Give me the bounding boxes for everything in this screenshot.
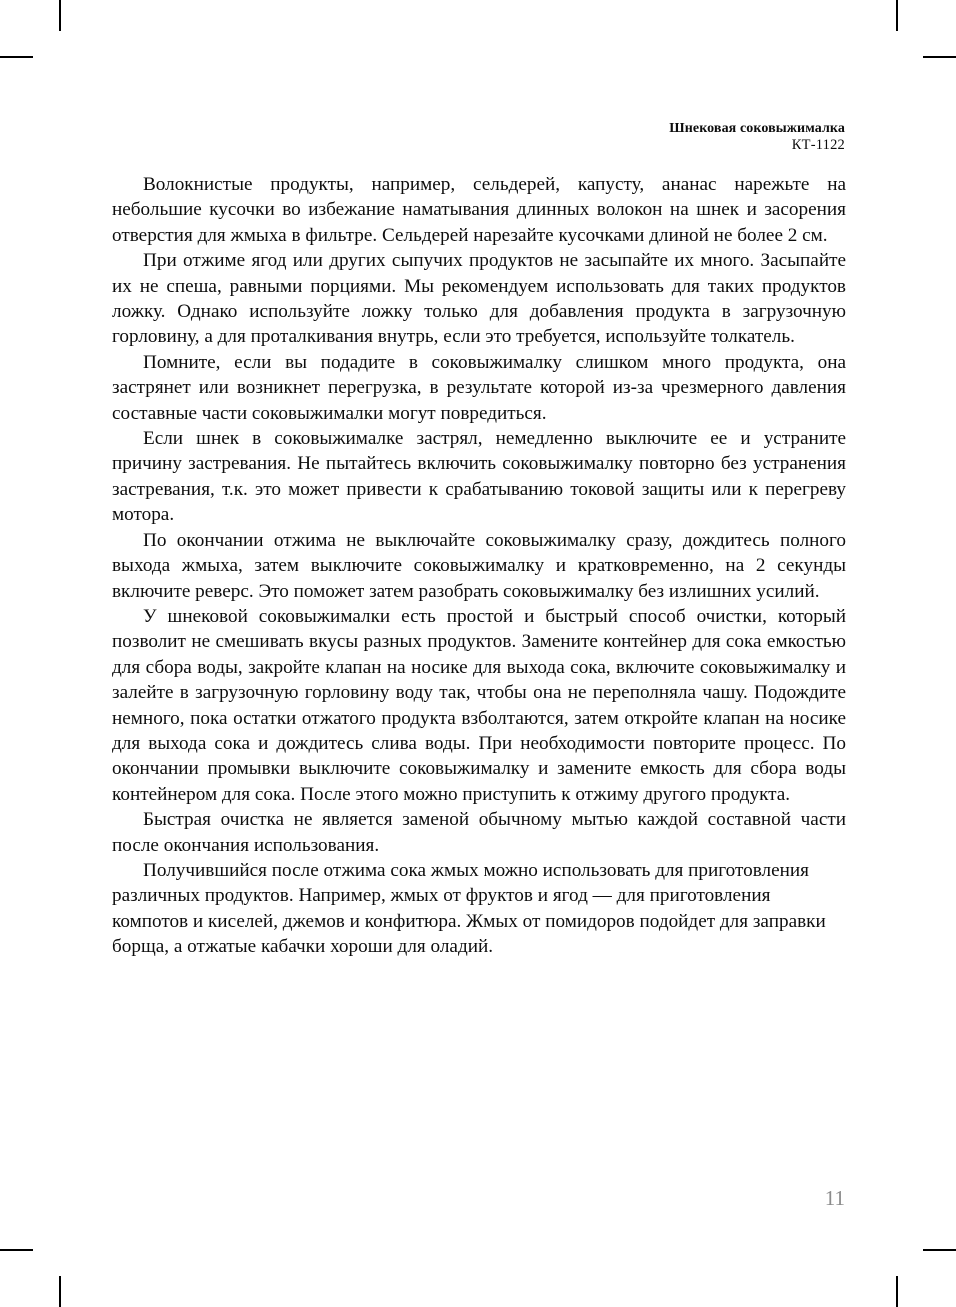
- running-head-model: КТ-1122: [791, 137, 845, 154]
- paragraph: Получившийся после отжима сока жмых можно использовать для приготовления различных продуктов. Например, жмых от фруктов и ягод — для приготовления компотов и киселей, джемов и конфитюра. Жмых от помидоров подойдет для заправки борща, а отжатые кабачки хороши для оладий.: [112, 859, 826, 958]
- paragraph: По окончании отжима не выключайте соковыжималку сразу, дождитесь полного выхода жмыха, затем выключите соковыжималку и кратковременно, на 2 секунды включите реверс. Это поможет затем разобрать соковыжималку без излишних усилий.: [112, 529, 846, 602]
- page-number: 11: [824, 1186, 845, 1210]
- crop-mark-top-left-vertical: [59, 0, 61, 31]
- paragraph: При отжиме ягод или других сыпучих продуктов не засыпайте их много. Засыпайте их не спеша, равными порциями. Мы рекомендуем использовать для таких продуктов ложку. Однако используйте ложку только для добавления продукта в загрузочную горловину, а для проталкивания внутрь, если это требуется, используйте толкатель.: [112, 250, 846, 348]
- paragraph: Быстрая очистка не является заменой обычному мытью каждой составной части после окончания использования.: [112, 809, 846, 856]
- running-head-title: Шнековая соковыжималка: [669, 121, 845, 136]
- paragraph: У шнековой соковыжималки есть простой и быстрый способ очистки, который позволит не смешивать вкусы разных продуктов. Замените контейнер для сока емкостью для сбора воды, закройте клапан на носике для выхода сока, включите соковыжималку и залейте в загрузочную горловину воду так, чтобы она не переполняла чашу. Подождите немного, пока остатки отжатого продукта взболтаются, затем откройте клапан на носике для выхода сока и дождитесь слива воды. При необходимости повторите процесс. По окончании промывки выключите соковыжималку и замените емкость для сбора воды контейнером для сока. После этого можно приступить к отжиму другого продукта.: [112, 605, 846, 805]
- crop-mark-top-right-horizontal: [923, 56, 956, 58]
- paragraph: Волокнистые продукты, например, сельдерей, капусту, ананас нарежьте на небольшие кусочки во избежание наматывания длинных волокон на шнек и засорения отверстия для жмыха в фильтре. Сельдерей нарезайте кусочками длиной не более 2 см.: [112, 174, 846, 246]
- crop-mark-bottom-left-vertical: [59, 1276, 61, 1307]
- crop-mark-top-right-vertical: [896, 0, 898, 31]
- crop-mark-top-left-horizontal: [0, 56, 33, 58]
- crop-mark-bottom-left-horizontal: [0, 1249, 33, 1251]
- running-head: [112, 120, 845, 155]
- body-text-block: [112, 172, 846, 960]
- crop-mark-bottom-right-horizontal: [923, 1249, 956, 1251]
- crop-mark-bottom-right-vertical: [896, 1276, 898, 1307]
- paragraph: Помните, если вы подадите в соковыжималку слишком много продукта, она застрянет или возникнет перегрузка, в результате которой из-за чрезмерного давления составные части соковыжималки могут повредиться.: [112, 351, 846, 424]
- paragraph: Если шнек в соковыжималке застрял, немедленно выключите ее и устраните причину застревания. Не пытайтесь включить соковыжималку повторно без устранения застревания, т.к. это может привести к срабатыванию токовой защиты или к перегреву мотора.: [112, 428, 846, 526]
